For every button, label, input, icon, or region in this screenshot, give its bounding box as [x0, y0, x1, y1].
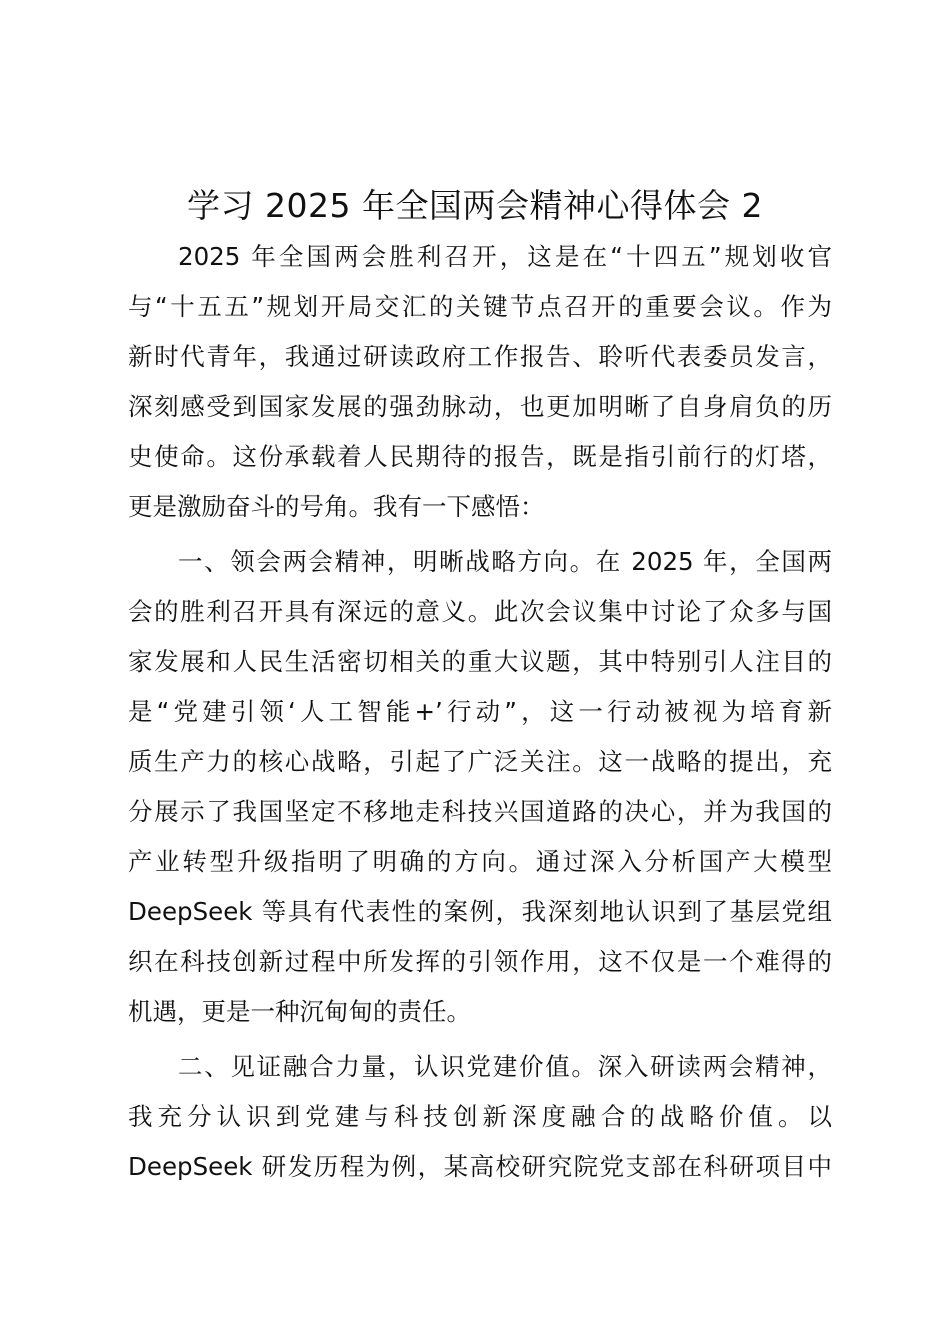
paragraph-line: 新时代青年，我通过研读政府工作报告、聆听代表委员发言， — [128, 342, 832, 371]
paragraph-line: 一、领会两会精神，明晰战略方向。在 2025 年，全国两 — [178, 547, 832, 576]
paragraph-line: DeepSeek 等具有代表性的案例，我深刻地认识到了基层党组 — [128, 897, 832, 926]
paragraph-2 — [128, 537, 832, 1037]
paragraph-line: 二、见证融合力量，认识党建价值。深入研读两会精神， — [178, 1052, 832, 1081]
document-title: 学习 2025 年全国两会精神心得体会 2 — [187, 186, 763, 225]
paragraph-line: 家发展和人民生活密切相关的重大议题，其中特别引人注目的 — [128, 647, 832, 676]
paragraph-line: 史使命。这份承载着人民期待的报告，既是指引前行的灯塔， — [128, 442, 832, 471]
paragraph-line: 与“十五五”规划开局交汇的关键节点召开的重要会议。作为 — [128, 292, 832, 321]
paragraph-line: 深刻感受到国家发展的强劲脉动，也更加明晰了自身肩负的历 — [128, 392, 832, 421]
paragraph-line: DeepSeek 研发历程为例，某高校研究院党支部在科研项目中 — [128, 1152, 832, 1181]
paragraph-line: 分展示了我国坚定不移地走科技兴国道路的决心，并为我国的 — [128, 797, 832, 826]
paragraph-3 — [128, 1042, 832, 1192]
paragraph-line: 会的胜利召开具有深远的意义。此次会议集中讨论了众多与国 — [128, 597, 832, 626]
paragraph-line: 产业转型升级指明了明确的方向。通过深入分析国产大模型 — [128, 847, 832, 876]
paragraph-line: 是“党建引领‘人工智能+’行动”，这一行动被视为培育新 — [128, 697, 832, 726]
paragraph-line: 织在科技创新过程中所发挥的引领作用，这不仅是一个难得的 — [128, 947, 832, 976]
paragraph-line: 质生产力的核心战略，引起了广泛关注。这一战略的提出，充 — [128, 747, 832, 776]
paragraph-line: 我充分认识到党建与科技创新深度融合的战略价值。以 — [128, 1102, 832, 1131]
paragraph-line: 机遇，更是一种沉甸甸的责任。 — [128, 997, 471, 1026]
paragraph-1 — [128, 232, 832, 532]
document-body — [128, 232, 832, 1192]
paragraph-line: 更是激励奋斗的号角。我有一下感悟： — [128, 492, 545, 521]
paragraph-line: 2025 年全国两会胜利召开，这是在“十四五”规划收官 — [178, 242, 832, 271]
